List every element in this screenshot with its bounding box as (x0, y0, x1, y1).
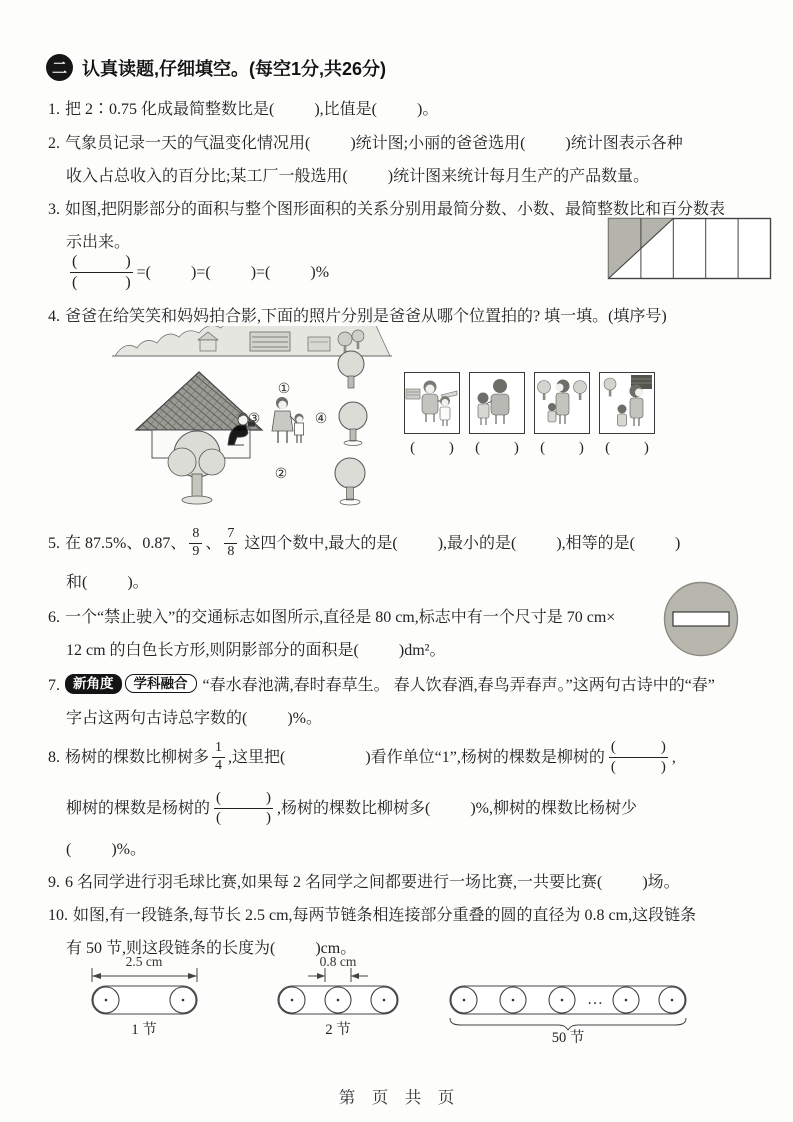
photo-scene-illustration (100, 326, 405, 508)
chain-diagram (56, 952, 716, 1044)
label-2-links: 2 节 (325, 1022, 351, 1038)
q5-number: 5. (48, 534, 60, 552)
chain-50-links (450, 986, 686, 1044)
q1-number: 1. (48, 101, 60, 118)
photo-frame-2 (469, 372, 525, 434)
q10-line2: 有 50 节,则这段链条的长度为( )cm。 (66, 940, 357, 957)
q3-number: 3. (48, 201, 60, 218)
question-2 (48, 127, 778, 193)
badge-new-angle: 新角度 (65, 674, 122, 694)
photo-2-back-view (470, 373, 524, 433)
q6-line1: 一个“禁止驶入”的交通标志如图所示,直径是 80 cm,标志中有一个尺寸是 70 cm× (65, 609, 616, 626)
fraction-strip-figure (607, 217, 773, 281)
q5-seg1: 在 87.5%、0.87、 (65, 534, 187, 552)
chain-2-links (278, 954, 398, 1038)
q9-text: 6 名同学进行羽毛球比赛,如果每 2 名同学之间都要进行一场比赛,一共要比赛( )场。 (65, 874, 680, 891)
badge-subject-integration: 学科融合 (125, 674, 197, 693)
q6-line2: 12 cm 的白色长方形,则阴影部分的面积是( )dm²。 (66, 642, 446, 659)
q8-line3: ( )%。 (66, 841, 146, 858)
question-8 (48, 733, 778, 781)
q10-line1: 如图,有一段链条,每节长 2.5 cm,每两节链条相连接部分重叠的圆的直径为 0.8 cm,这段链条 (73, 907, 697, 924)
q4-number: 4. (48, 308, 60, 325)
marker-1: ① (277, 382, 291, 397)
photo-frame-3 (534, 372, 590, 434)
q6-number: 6. (48, 609, 60, 626)
chain-ellipsis: … (587, 991, 603, 1008)
q8-fraction-1-4: $\frac{1}{4}$ (212, 740, 225, 773)
q8-seg3: , (671, 748, 676, 766)
marker-3: ③ (247, 412, 261, 427)
photo-3-blank: ( ) (540, 440, 584, 456)
q3-line1: 如图,把阴影部分的面积与整个图形面积的关系分别用最简分数、小数、最简整数比和百分数表 (65, 201, 726, 218)
photo-options (404, 372, 655, 457)
label-50-links: 50 节 (551, 1030, 585, 1044)
q4-text: 爸爸在给笑笑和妈妈拍合影,下面的照片分别是爸爸从哪个位置拍的? 填一填。(填序号) (65, 308, 667, 325)
photo-frame-4 (599, 372, 655, 434)
q7-number: 7. (48, 677, 60, 694)
photo-option-4 (599, 372, 655, 457)
q8-seg1: 杨树的棵数比柳树多 (65, 748, 210, 766)
q5-seg2: 、 (205, 534, 222, 552)
dim-2-5-cm: 2.5 cm (125, 954, 163, 969)
q8-blank-fraction-2: ( ) ( ) (216, 789, 272, 826)
chain-1-link (92, 954, 197, 1038)
question-8-line3 (48, 833, 778, 866)
section-header (46, 54, 386, 81)
dim-0-8-cm: 0.8 cm (319, 954, 357, 969)
photo-3-side-view (535, 373, 589, 433)
q8-blank-fraction-1: ( ) ( ) (610, 738, 666, 775)
no-entry-sign (660, 578, 742, 660)
photo-4-blank: ( ) (605, 440, 649, 456)
q10-number: 10. (48, 907, 68, 924)
question-7 (48, 669, 778, 735)
question-8-line2 (48, 784, 793, 832)
q2-line2: 收入占总收入的百分比;某工厂一般选用( )统计图来统计每月生产的产品数量。 (66, 168, 650, 185)
photo-option-3 (534, 372, 590, 457)
photo-2-blank: ( ) (475, 440, 519, 456)
photo-frame-1 (404, 372, 460, 434)
q9-number: 9. (48, 874, 60, 891)
q2-line1: 气象员记录一天的气温变化情况用( )统计图;小丽的爸爸选用( )统计图表示各种 (65, 135, 683, 152)
marker-2: ② (274, 467, 288, 482)
q5-seg3: 这四个数中,最大的是( ),最小的是( ),相等的是( ) (240, 534, 681, 552)
q2-number: 2. (48, 135, 60, 152)
photo-1-front-view (405, 373, 459, 433)
question-1 (48, 93, 778, 126)
right-trees (335, 351, 367, 505)
q5-line2: 和( )。 (66, 574, 149, 591)
house (136, 372, 262, 504)
marker-4: ④ (314, 412, 328, 427)
q5-fraction-8-9: $\frac{8}{9}$ (189, 526, 202, 559)
q7-line2: 字占这两句古诗总字数的( )%。 (66, 710, 322, 727)
q8-line2b: ,杨树的棵数比柳树多( )%,柳树的棵数比杨树少 (277, 799, 638, 817)
question-5 (48, 521, 778, 565)
photo-option-1 (404, 372, 460, 457)
label-1-link: 1 节 (131, 1022, 157, 1038)
q3-line2: 示出来。 (66, 234, 131, 251)
q5-fraction-7-8: $\frac{7}{8}$ (224, 526, 237, 559)
photo-4-side-view (600, 373, 654, 433)
question-9 (48, 866, 778, 899)
q3-formula-tail: =( )=( )=( )% (136, 263, 330, 281)
q8-line2a: 柳树的棵数是杨树的 (66, 799, 211, 817)
photo-1-blank: ( ) (410, 440, 454, 456)
section-title: 认真读题,仔细填空。(每空1分,共26分) (82, 58, 387, 79)
section-number-icon: 二 (46, 54, 73, 81)
q7-line1: “春水春池满,春时春草生。 春人饮春酒,春鸟弄春声。”这两句古诗中的“春” (202, 677, 715, 694)
page-footer: 第 页 共 页 (338, 1088, 455, 1107)
q1-text: 把 2∶0.75 化成最简整数比是( ),比值是( )。 (65, 101, 439, 118)
mom-and-kid (272, 397, 304, 443)
q3-blank-fraction: ( ) ( ) (72, 252, 131, 291)
q8-seg2: ,这里把( )看作单位“1”,杨树的棵数是柳树的 (228, 748, 605, 766)
photo-option-2 (469, 372, 525, 457)
q8-number: 8. (48, 748, 60, 766)
